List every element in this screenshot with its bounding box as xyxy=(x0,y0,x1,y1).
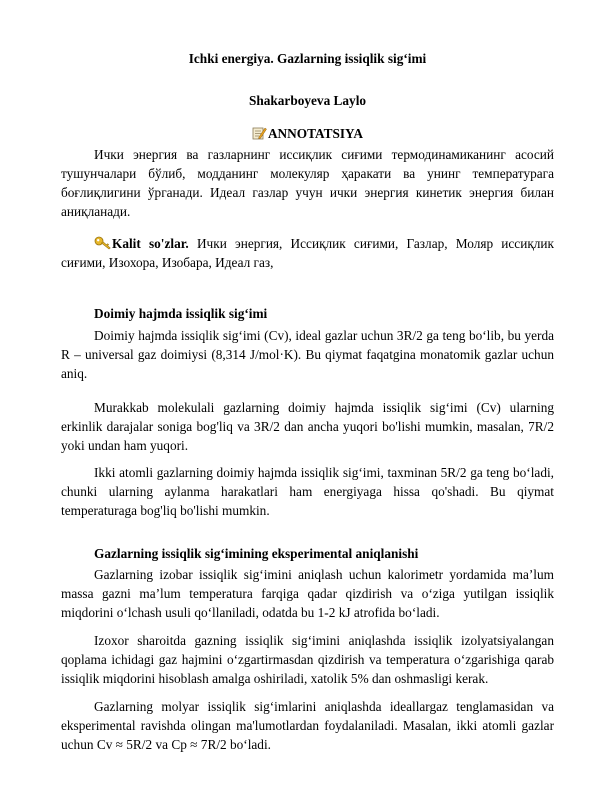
section1-paragraph-1: Doimiy hajmda issiqlik sig‘imi (Cv), ideal gazlar uchun 3R/2 ga teng bo‘lib, bu yerda R – universal gaz doimiysi (8,314 J/mol·K). Bu qiymat faqatgina monatomik gazlar uchun aniq. xyxy=(61,328,554,381)
annotation-heading: ANNOTATSIYA xyxy=(267,126,364,141)
section-heading-constant-volume: Doimiy hajmda issiqlik sig‘imi xyxy=(94,306,268,321)
section2-paragraph-3: Gazlarning molyar issiqlik sig‘imlarini aniqlashda ideallargaz tenglamasidan va eksperimental ravishda olingan ma'lumotlardan foydalaniladi. Masalan, ikki atomli gazlar uchun Cv ≈ 5R/2 va Cp ≈ 7R/2 bo‘ladi. xyxy=(61,699,554,752)
memo-icon xyxy=(252,126,267,140)
annotation-text: Ички энергия ва газларнинг иссиқлик сиғими термодинамиканинг асосий тушунчалари бўлиб, модданинг молекуляр ҳаракати ва унинг температурага боғлиқлигини ўрганади. Идеал газлар учун ички энергия кинетик энергия билан аниқланади. xyxy=(61,147,554,219)
section1-paragraph-2: Murakkab molekulali gazlarning doimiy hajmda issiqlik sig‘imi (Cv) ularning erkinlik darajalar soniga bog'liq va 3R/2 dan ancha yuqori bo'lishi mumkin, masalan, 7R/2 yoki undan ham yuqori. xyxy=(61,400,554,453)
keywords-label: Kalit so'zlar. xyxy=(112,236,189,251)
key-icon xyxy=(94,236,111,250)
section1-paragraph-3: Ikki atomli gazlarning doimiy hajmda issiqlik sig‘imi, taxminan 5R/2 ga teng bo‘ladi, chunki ularning aylanma harakatlari ham energiyaga hissa qo'shadi. Bu qiymat temperaturaga bog'liq bo'lishi mumkin. xyxy=(61,465,554,518)
annotation-heading-row xyxy=(61,126,554,142)
section2-paragraph-2: Izoxor sharoitda gazning issiqlik sig‘imini aniqlashda issiqlik izolyatsiyalangan qoplama ichidagi gaz hajmini o‘zgartirmasdan qizdirish va temperatura o‘zgarishiga qarab issiqlik miqdorini hisoblash amalga oshiriladi, xatolik 5% dan oshmasligi kerak. xyxy=(61,633,554,686)
keywords-text: Ички энергия, Иссиқлик сиғими, Газлар, Моляр иссиқлик сиғими, Изохора, Изобара, Идеал газ, xyxy=(61,236,555,270)
section2-paragraph-1: Gazlarning izobar issiqlik sig‘imini aniqlash uchun kalorimetr yordamida ma’lum massa gazni ma’lum temperatura farqiga qadar qizdirish va o‘ziga yutilgan issiqlik miqdorini o‘lchash usuli qo‘llaniladi, odatda bu 1-2 kJ atrofida bo‘ladi. xyxy=(61,567,554,620)
paper-title: Ichki energiya. Gazlarning issiqlik sig‘imi xyxy=(188,51,427,66)
author-name: Shakarboyeva Laylo xyxy=(248,93,367,108)
section-heading-experimental: Gazlarning issiqlik sig‘imining eksperimental aniqlanishi xyxy=(94,546,419,561)
keywords-paragraph xyxy=(61,234,554,272)
